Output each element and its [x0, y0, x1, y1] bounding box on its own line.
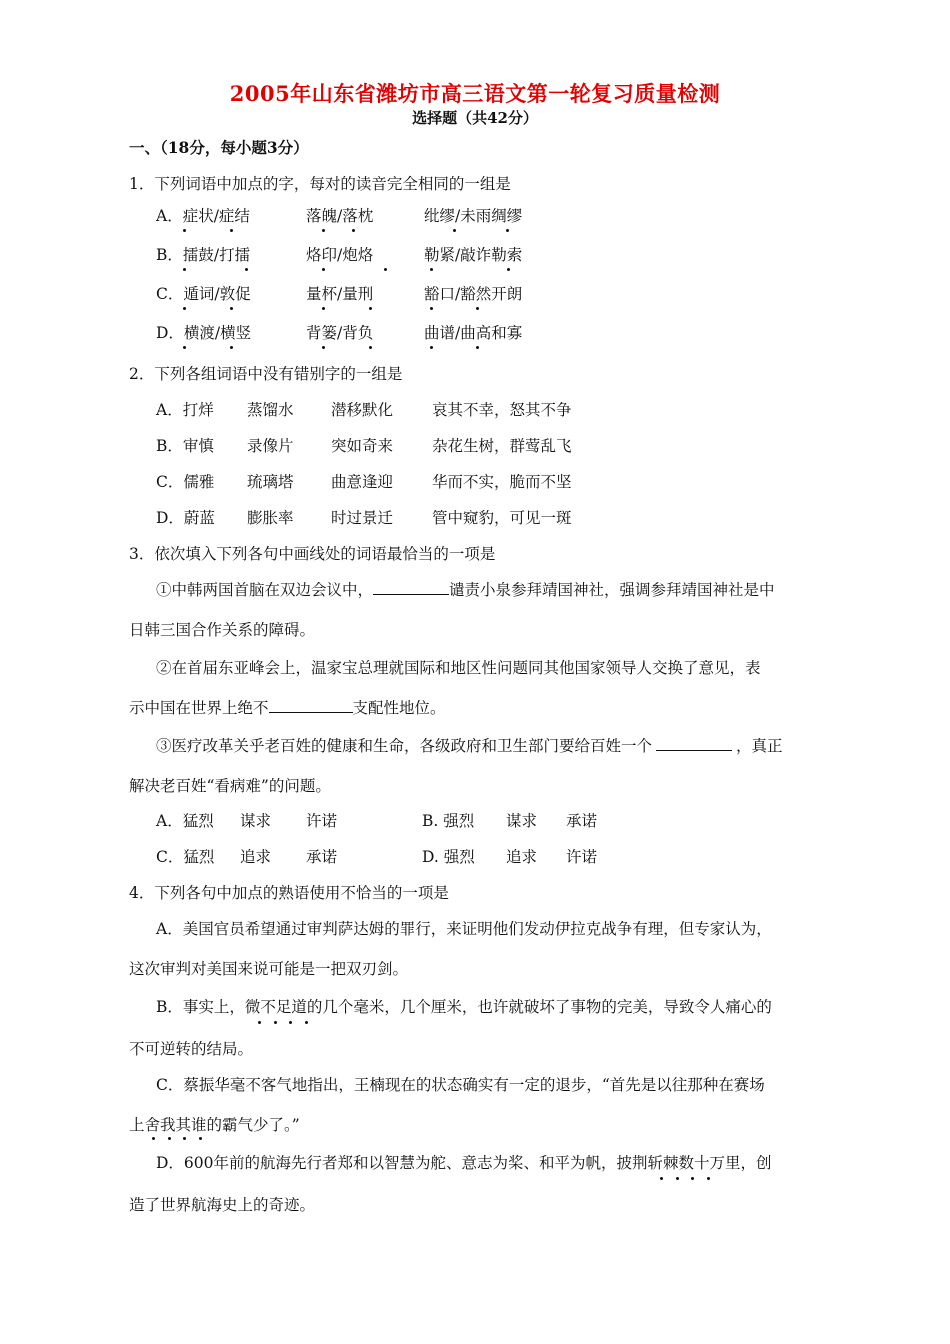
emphasis-dot: [691, 1177, 694, 1180]
q3-c-1: C．猛烈: [156, 848, 215, 866]
q3-blank-3: [656, 750, 732, 751]
emphasis-dot: [183, 229, 186, 232]
q1-a-col1: A．症状/症结: [156, 207, 250, 225]
q3-s1-before: ①中韩两国首脑在双边会议中，: [156, 581, 374, 599]
q3-s3-after: ，真正: [736, 737, 783, 755]
q4-option-a-cont: 这次审判对美国来说可能是一把双刃剑。: [129, 960, 409, 978]
q3-sentence-2: ②在首届东亚峰会上，温家宝总理就国际和地区性问题同其他国家领导人交换了意见，表: [156, 659, 761, 677]
q1-c-col2: 量杯/量刑: [306, 285, 374, 303]
q2-d-col4: 管中窥豹，可见一斑: [432, 509, 572, 527]
q3-d-1: D. 强烈: [422, 848, 475, 866]
q3-d-2: 追求: [506, 848, 538, 866]
emphasis-dot: [476, 307, 479, 310]
question-2-stem: 2．下列各组词语中没有错别字的一组是: [129, 365, 403, 383]
emphasis-dot: [245, 268, 248, 271]
q3-blank-1: [373, 594, 449, 595]
emphasis-dot: [230, 346, 233, 349]
q3-s2-before: 示中国在世界上绝不: [129, 699, 269, 717]
q2-c-col1: C．儒雅: [156, 473, 215, 491]
q1-b-col1: B．擂鼓/打擂: [156, 246, 251, 264]
q2-a-col4: 哀其不幸，怒其不争: [432, 401, 572, 419]
q3-sentence-3: [156, 736, 783, 756]
q1-b-col2: 烙印/炮烙: [306, 246, 374, 264]
q2-c-col2: 琉璃塔: [247, 473, 294, 491]
q2-d-col1: D．蔚蓝: [156, 509, 215, 527]
emphasis-dot: [707, 1177, 710, 1180]
q1-d-col3: 曲谱/曲高和寡: [424, 324, 523, 342]
q3-b-1: B. 强烈: [422, 812, 475, 830]
q4-option-d-cont: 造了世界航海史上的奇迹。: [129, 1196, 316, 1214]
emphasis-dot: [322, 268, 325, 271]
emphasis-dot: [507, 268, 510, 271]
q3-b-2: 谋求: [506, 812, 538, 830]
q3-sentence-3-cont: 解决老百姓“看病难”的问题。: [129, 777, 331, 795]
emphasis-dot: [230, 229, 233, 232]
emphasis-dot: [168, 1137, 171, 1140]
q3-sentence-1-cont: 日韩三国合作关系的障碍。: [129, 621, 316, 639]
q3-d-3: 许诺: [566, 848, 598, 866]
emphasis-dot: [199, 1137, 202, 1140]
emphasis-dot: [322, 229, 325, 232]
emphasis-dot: [183, 1137, 186, 1140]
q1-b-col3: 勒紧/敲诈勒索: [424, 246, 523, 264]
emphasis-dot: [305, 1021, 308, 1024]
emphasis-dot: [369, 307, 372, 310]
q3-c-3: 承诺: [306, 848, 338, 866]
q1-d-col2: 背篓/背负: [306, 324, 374, 342]
q3-sentence-1: [156, 580, 775, 600]
emphasis-dot: [183, 307, 186, 310]
q4-option-b: B．事实上，微不足道的几个毫米，几个厘米，也许就破坏了事物的完美，导致令人痛心的: [156, 998, 772, 1016]
q3-s1-after: 谴责小泉参拜靖国神社，强调参拜靖国神社是中: [449, 581, 775, 599]
q2-c-col3: 曲意逢迎: [331, 473, 394, 491]
q3-a-2: 谋求: [240, 812, 272, 830]
question-3-stem: 3．依次填入下列各句中画线处的词语最恰当的一项是: [129, 545, 496, 563]
emphasis-dot: [384, 268, 387, 271]
emphasis-dot: [369, 346, 372, 349]
emphasis-dot: [506, 229, 509, 232]
q4-option-d: D．600年前的航海先行者郑和以智慧为舵、意志为桨、和平为帆，披荆斩棘数十万里，创: [156, 1154, 772, 1172]
q3-sentence-2-cont: [129, 698, 446, 718]
q1-a-col3: 纰缪/未雨绸缪: [424, 207, 523, 225]
q1-d-col1: D．横渡/横竖: [156, 324, 252, 342]
question-1-stem: 1．下列词语中加点的字，每对的读音完全相同的一组是: [129, 175, 511, 193]
q3-s3-before: ③医疗改革关乎老百姓的健康和生命，各级政府和卫生部门要给百姓一个: [156, 737, 653, 755]
q2-d-col3: 时过景迁: [331, 509, 394, 527]
q2-a-col3: 潜移默化: [331, 401, 394, 419]
q2-b-col2: 录像片: [247, 437, 294, 455]
emphasis-dot: [476, 346, 479, 349]
q4-option-c-cont: 上舍我其谁的霸气少了。”: [129, 1116, 300, 1134]
question-4-stem: 4．下列各句中加点的熟语使用不恰当的一项是: [129, 884, 449, 902]
q2-a-col2: 蒸馏水: [247, 401, 294, 419]
q4-option-c: C．蔡振华毫不客气地指出，王楠现在的状态确实有一定的退步，“首先是以往那种在赛场: [156, 1076, 765, 1094]
q1-c-col3: 豁口/豁然开朗: [424, 285, 523, 303]
q3-a-3: 许诺: [306, 812, 338, 830]
q3-s2-after: 支配性地位。: [352, 699, 446, 717]
q3-b-3: 承诺: [566, 812, 598, 830]
q4-option-a: A．美国官员希望通过审判萨达姆的罪行，来证明他们发动伊拉克战争有理，但专家认为，: [156, 920, 772, 938]
emphasis-dot: [274, 1021, 277, 1024]
emphasis-dot: [352, 229, 355, 232]
section-heading: 一、（18分，每小题3分）: [129, 138, 309, 157]
emphasis-dot: [660, 1177, 663, 1180]
q3-c-2: 追求: [240, 848, 272, 866]
emphasis-dot: [430, 346, 433, 349]
q1-a-col2: 落魄/落枕: [306, 207, 374, 225]
page-subtitle: 选择题（共42分）: [412, 109, 538, 127]
emphasis-dot: [258, 1021, 261, 1024]
q2-c-col4: 华而不实，脆而不坚: [432, 473, 572, 491]
q2-b-col3: 突如奇来: [331, 437, 394, 455]
emphasis-dot: [183, 346, 186, 349]
q3-blank-2: [269, 712, 353, 713]
q2-b-col4: 杂花生树，群莺乱飞: [432, 437, 572, 455]
emphasis-dot: [453, 229, 456, 232]
emphasis-dot: [152, 1137, 155, 1140]
q3-a-1: A．猛烈: [156, 812, 214, 830]
emphasis-dot: [322, 346, 325, 349]
emphasis-dot: [676, 1177, 679, 1180]
q1-c-col1: C．遁词/敦促: [156, 285, 251, 303]
emphasis-dot: [322, 307, 325, 310]
emphasis-dot: [430, 307, 433, 310]
q2-d-col2: 膨胀率: [247, 509, 294, 527]
emphasis-dot: [430, 268, 433, 271]
emphasis-dot: [183, 268, 186, 271]
emphasis-dot: [289, 1021, 292, 1024]
page-title: 2005年山东省潍坊市高三语文第一轮复习质量检测: [229, 81, 721, 106]
emphasis-dot: [230, 307, 233, 310]
q4-option-b-cont: 不可逆转的结局。: [129, 1040, 254, 1058]
q2-b-col1: B．审慎: [156, 437, 214, 455]
q2-a-col1: A．打烊: [156, 401, 214, 419]
